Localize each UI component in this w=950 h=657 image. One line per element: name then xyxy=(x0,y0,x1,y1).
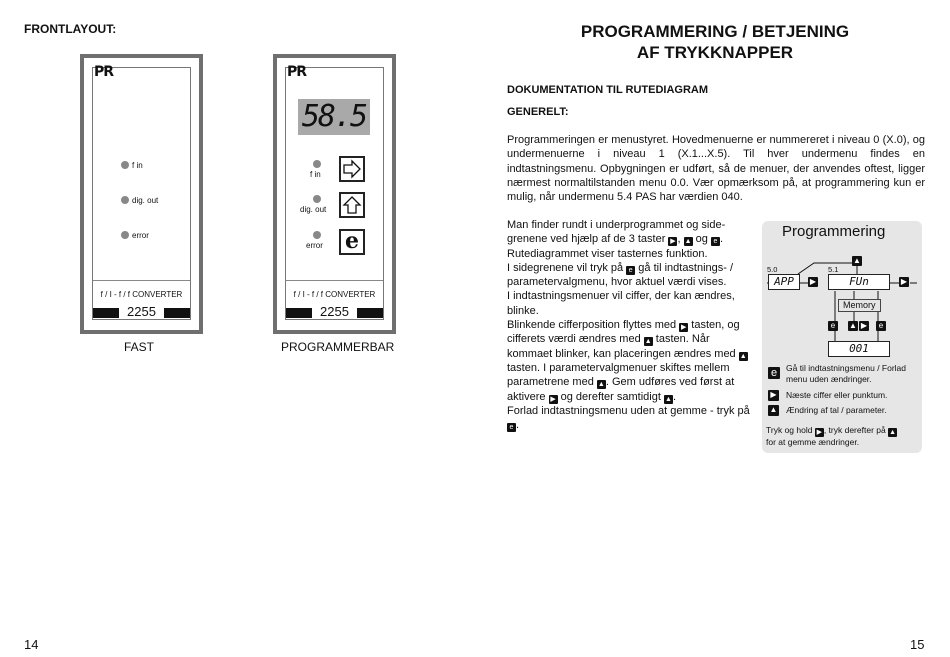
caption-fast: FAST xyxy=(124,340,155,354)
model-number: 2255 xyxy=(320,304,349,319)
led-label: error xyxy=(306,241,323,250)
led-label: f in xyxy=(132,161,143,170)
paragraph-navigation xyxy=(507,218,754,432)
led-label: dig. out xyxy=(300,205,327,214)
text-run: Blinkende cifferposition flyttes med xyxy=(507,319,680,332)
legend-e: Gå til indtastningsmenu / Forlad menu uden ændringer. xyxy=(786,363,907,384)
led-label: f in xyxy=(310,170,321,179)
text-run: gå til indtastnings- / parametervalgmenu, hvor aktuel værdi vises. xyxy=(507,261,734,289)
display-fun: FUn xyxy=(828,274,890,290)
lcd-display: 58.5 xyxy=(298,99,370,135)
text-run: . Gem udføres ved først at aktivere xyxy=(507,376,735,403)
title-line-2: AF TRYKKNAPPER xyxy=(636,43,794,62)
pr-logo: PR xyxy=(94,64,114,80)
e-key[interactable]: e xyxy=(339,229,365,255)
programming-diagram xyxy=(762,221,922,453)
arrow-up-icon: ▲ xyxy=(769,405,778,414)
arrow-up-icon: ▲ xyxy=(739,352,747,360)
text-run: tasten, og cifferets værdi ændres med xyxy=(507,319,740,346)
led-label: dig. out xyxy=(132,196,159,205)
e-key-icon: e xyxy=(711,237,720,246)
text-run: og derefter samtidigt xyxy=(557,390,664,403)
diagram-connectors xyxy=(762,221,922,453)
arrow-up-key[interactable] xyxy=(339,192,365,218)
e-key-icon: e xyxy=(626,266,635,275)
legend-right: Næste ciffer eller punktum. xyxy=(786,390,888,400)
text-run: og xyxy=(692,233,711,246)
display-value: 001 xyxy=(828,341,890,357)
legend-up: Ændring af tal / parameter. xyxy=(786,405,887,415)
text-run: I sidegrenene vil tryk på xyxy=(507,261,627,274)
led-error xyxy=(313,231,321,239)
arrow-right-icon: ▶ xyxy=(860,321,868,330)
text-run: I indtastningsmenuer vil ciffer, der kan ændres, blinke. xyxy=(507,290,735,317)
text-run: , tryk derefter på xyxy=(823,425,889,435)
arrow-right-icon: ▶ xyxy=(670,238,676,246)
arrow-right-icon: ▶ xyxy=(809,277,817,286)
arrow-right-icon: ▶ xyxy=(768,390,779,401)
led-f-in xyxy=(121,161,129,169)
divider xyxy=(93,280,190,281)
arrow-up-icon: ▲ xyxy=(889,429,897,436)
arrow-up-icon xyxy=(341,194,363,216)
arrow-up-icon: ▲ xyxy=(849,321,857,330)
led-label: error xyxy=(132,231,149,240)
device-face xyxy=(92,64,191,320)
text-run: , xyxy=(677,233,684,246)
led-error xyxy=(121,231,129,239)
text-run: Man finder rundt i underprogrammet og side-grenene ved hjælp af de 3 taster xyxy=(507,219,726,246)
device-programmable xyxy=(273,54,396,334)
led-dig-out xyxy=(313,195,321,203)
text-run: Forlad indtastningsmenu uden at gemme - tryk på xyxy=(507,404,750,417)
page-number-left: 14 xyxy=(24,637,39,652)
arrow-up-icon: ▲ xyxy=(597,381,605,389)
level-label-left: 5.0 xyxy=(767,265,778,274)
model-number: 2255 xyxy=(127,304,156,319)
e-key-icon: e xyxy=(876,321,886,331)
arrow-up-icon: ▲ xyxy=(644,338,652,346)
level-label-right: 5.1 xyxy=(828,265,839,274)
e-key-icon: e xyxy=(828,321,838,331)
pr-logo: PR xyxy=(287,64,307,80)
e-key-icon: e xyxy=(507,423,516,432)
memory-label: Memory xyxy=(838,299,881,312)
caption-programmable: PROGRAMMERBAR xyxy=(281,340,395,354)
divider xyxy=(286,280,383,281)
arrow-right-key[interactable] xyxy=(339,156,365,182)
arrow-right-icon: ▶ xyxy=(681,324,687,332)
e-key-icon: e xyxy=(768,367,780,379)
subheading-documentation: DOKUMENTATION TIL RUTEDIAGRAM xyxy=(507,84,709,96)
paragraph-general: Programmeringen er menustyret. Hovedmenuerne er nummereret i niveau 0 (X.0), og undermenuerne i niveau 1 (X.1...X.5). Til hver undermenu findes en indtastningsmenu. Opbygningen er udført, så de menuer, der anvendes oftest, ligger nærmest normaltilstanden menu 0.0. Vær opmærksom på, at programmering kun er mulig, når undermenu 5.4 PAS har værdien 040. xyxy=(507,134,925,204)
arrow-right-icon: ▶ xyxy=(550,395,556,403)
model-label: f / I - f / f CONVERTER xyxy=(100,290,183,299)
arrow-right-icon: ▶ xyxy=(900,277,908,286)
arrow-right-icon: ▶ xyxy=(816,429,823,436)
led-dig-out xyxy=(121,196,129,204)
page-title xyxy=(506,21,924,63)
page-number-right: 15 xyxy=(910,637,925,652)
display-app: APP xyxy=(768,274,800,290)
model-label: f / I - f / f CONVERTER xyxy=(293,290,376,299)
text-run: tasten. Når kommaet blinker, kan placeringen ændres med xyxy=(507,333,739,360)
label-bar xyxy=(357,308,383,318)
text-run: tasten. I parametervalgmenuer skiftes mellem parametrene med xyxy=(507,361,730,389)
title-line-1: PROGRAMMERING / BETJENING xyxy=(580,22,850,41)
text-run: . xyxy=(672,390,677,403)
diagram-footer xyxy=(766,425,920,448)
arrow-up-icon: ▲ xyxy=(684,238,692,246)
arrow-right-icon xyxy=(341,158,363,180)
text-run: . Rutediagrammet viser tasternes funktion. xyxy=(507,233,723,260)
text-run: Tryk og hold xyxy=(766,425,815,435)
subheading-general: GENERELT: xyxy=(507,106,569,118)
led-f-in xyxy=(313,160,321,168)
arrow-up-icon: ▲ xyxy=(665,395,672,403)
front-layout-heading: FRONTLAYOUT: xyxy=(24,22,117,36)
device-face xyxy=(285,64,384,320)
text-run: for at gemme ændringer. xyxy=(766,437,860,447)
label-bar xyxy=(164,308,190,318)
arrow-up-icon: ▲ xyxy=(853,256,861,265)
diagram-title: Programmering xyxy=(782,223,886,240)
device-fast xyxy=(80,54,203,334)
text-run: . xyxy=(516,419,520,432)
